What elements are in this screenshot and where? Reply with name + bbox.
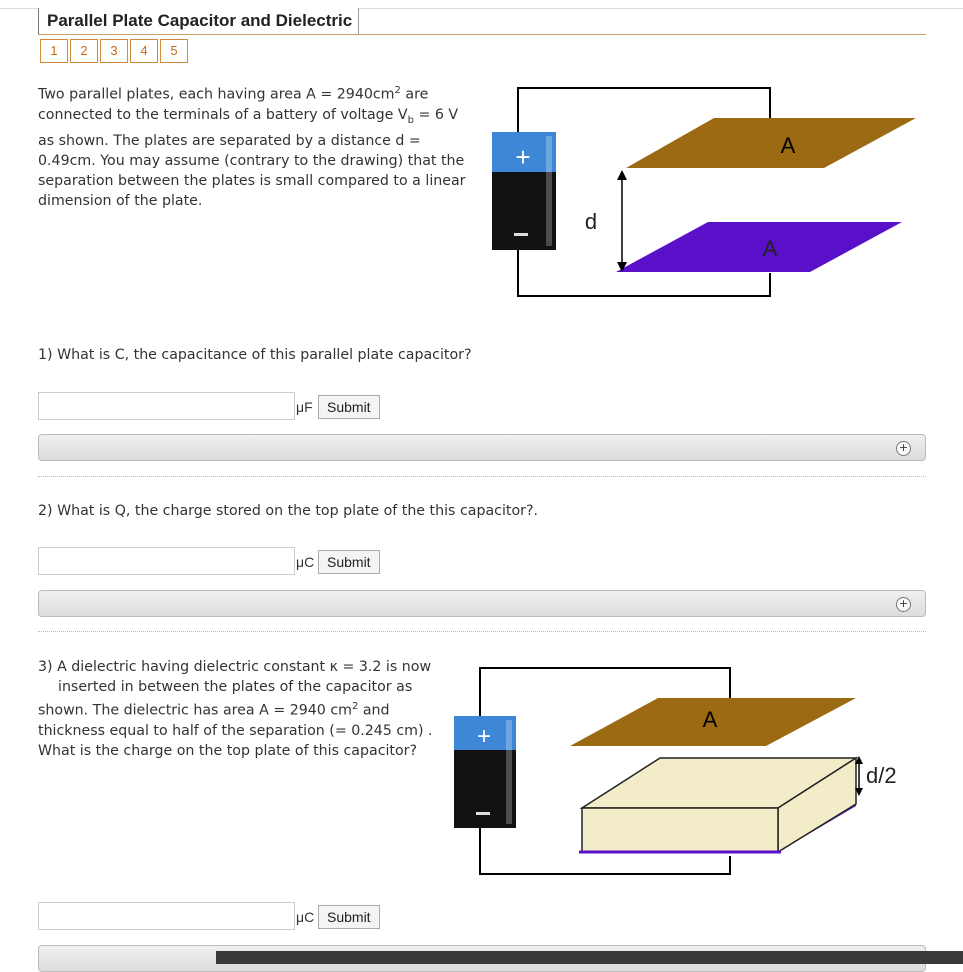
answer-2-input[interactable] xyxy=(38,547,295,575)
divider xyxy=(38,476,926,477)
taskbar xyxy=(216,951,963,964)
answer-2-unit: μC xyxy=(296,554,315,570)
question-2: 2) What is Q, the charge stored on the top plate of the this capacitor?. xyxy=(38,503,538,519)
separation-label: d xyxy=(584,209,598,234)
tab-part-1[interactable]: 1 xyxy=(40,39,68,63)
intro-line-3: as shown. The plates are separated by a distance d = xyxy=(38,132,421,149)
battery-minus-sign xyxy=(514,233,528,236)
submit-2-button[interactable]: Submit xyxy=(318,550,380,574)
tab-part-2[interactable]: 2 xyxy=(70,39,98,63)
tab-part-4[interactable]: 4 xyxy=(130,39,158,63)
answer-1-input[interactable] xyxy=(38,392,295,420)
q3-line-1: 3) A dielectric having dielectric constant κ = 3.2 is now xyxy=(38,659,432,675)
battery-minus-sign xyxy=(476,812,490,815)
battery-plus-sign: + xyxy=(515,142,531,172)
half-separation-label: d/2 xyxy=(866,763,897,788)
battery-plus-sign: + xyxy=(476,723,492,750)
page-title: Parallel Plate Capacitor and Dielectric xyxy=(38,8,359,34)
arrow-up-icon xyxy=(617,170,627,180)
dielectric-diagram xyxy=(448,660,918,890)
problem-statement xyxy=(38,81,488,211)
question-1: 1) What is C, the capacitance of this parallel plate capacitor? xyxy=(38,347,472,363)
hint-2-bar[interactable] xyxy=(38,590,926,617)
tab-part-5[interactable]: 5 xyxy=(160,39,188,63)
dielectric-front-face xyxy=(582,808,778,852)
expand-icon[interactable]: + xyxy=(896,441,911,456)
capacitor-diagram xyxy=(486,78,926,308)
submit-3-button[interactable]: Submit xyxy=(318,905,380,929)
q3-line-3: shown. The dielectric has area A = 2940 $cm^2$ and xyxy=(38,701,390,719)
bottom-plate-label: A xyxy=(762,236,778,261)
q3-line-4: thickness equal to half of the separation (= 0.245 cm) . xyxy=(38,722,433,739)
submit-1-button[interactable]: Submit xyxy=(318,395,380,419)
tab-part-3[interactable]: 3 xyxy=(100,39,128,63)
title-divider xyxy=(38,34,926,35)
q3-line-2: inserted in between the plates of the capacitor as xyxy=(58,679,413,695)
q3-line-5: What is the charge on the top plate of this capacitor? xyxy=(38,742,418,759)
intro-line-2: connected to the terminals of a battery of voltage $V_b = 6$ V xyxy=(38,106,459,126)
top-plate-label: A xyxy=(702,707,718,732)
answer-3-unit: μC xyxy=(296,909,315,925)
bottom-plate xyxy=(616,222,902,272)
hint-1-bar[interactable] xyxy=(38,434,926,461)
intro-line-5: separation between the plates is small compared to a linear xyxy=(38,172,466,189)
top-plate-label: A xyxy=(780,133,796,158)
question-3 xyxy=(38,657,458,761)
intro-line-6: dimension of the plate. xyxy=(38,192,203,209)
part-tabs xyxy=(40,39,190,63)
answer-1-unit: μF xyxy=(296,399,313,415)
answer-3-input[interactable] xyxy=(38,902,295,930)
top-plate xyxy=(626,118,916,168)
expand-icon[interactable]: + xyxy=(896,597,911,612)
divider xyxy=(38,631,926,632)
intro-line-4: 0.49cm. You may assume (contrary to the drawing) that the xyxy=(38,152,465,169)
intro-line-1: Two parallel plates, each having area $A = 2940cm^2$ are xyxy=(38,85,429,103)
